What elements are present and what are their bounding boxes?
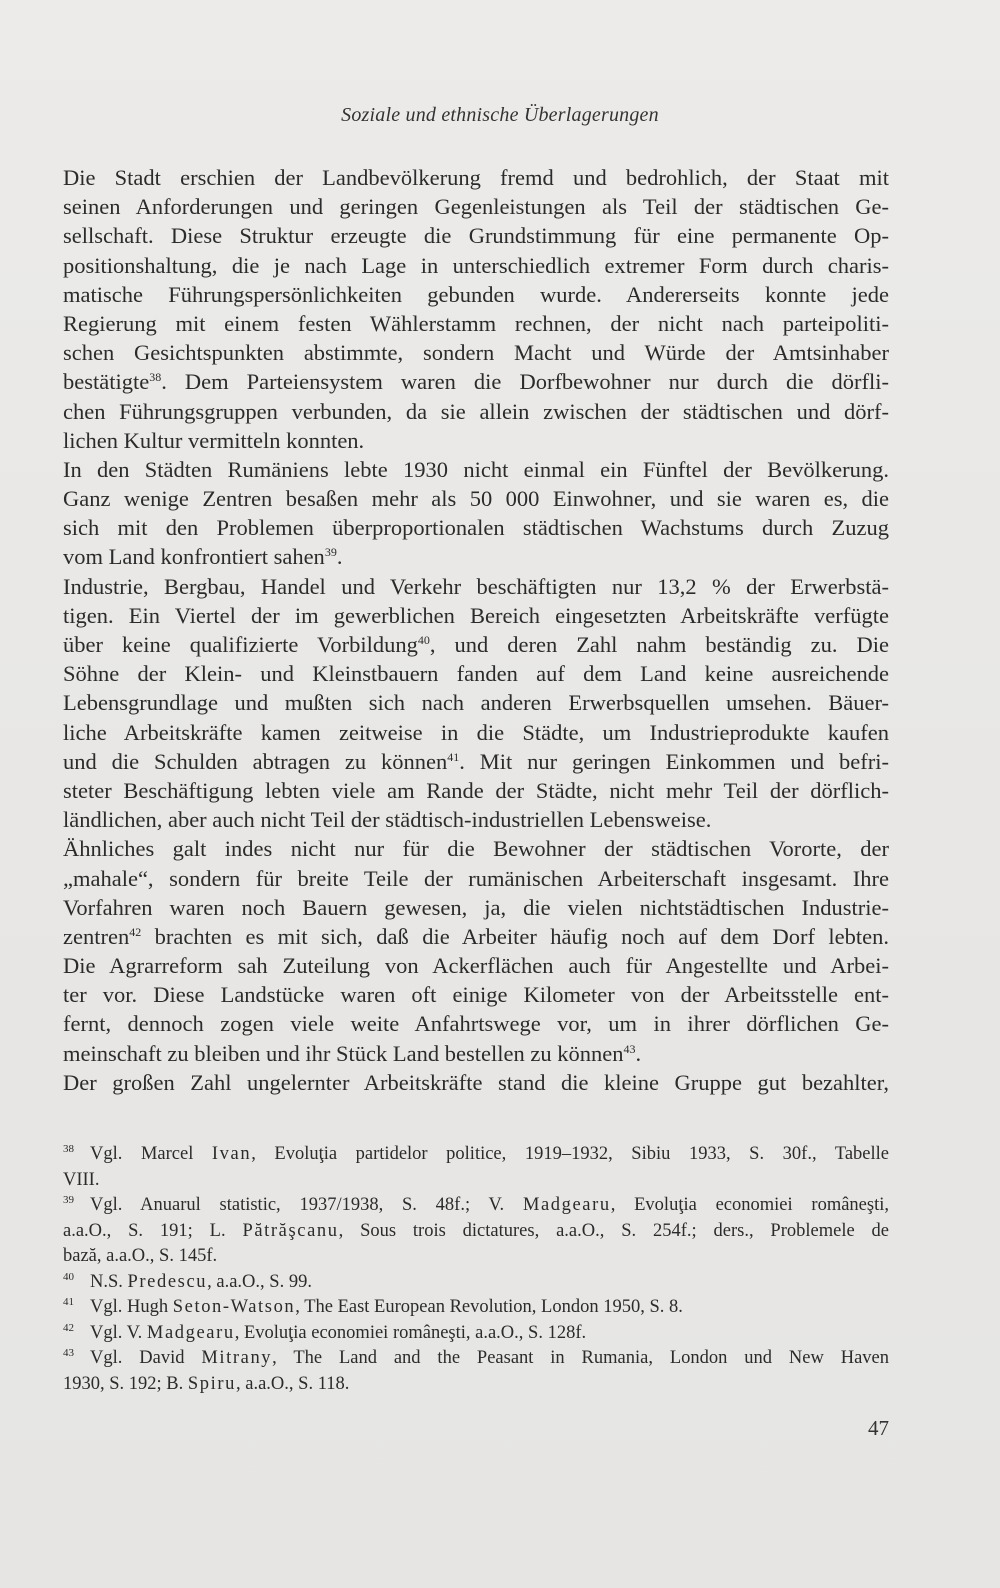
footnote-line	[63, 1270, 889, 1296]
line-text: Vorfahren waren noch Bauern gewesen, ja, die vielen nichtstädtischen Industrie-	[63, 894, 889, 920]
line-text: In den Städten Rumäniens lebte 1930 nicht einmal ein Fünftel der Bevölkerung.	[63, 456, 889, 482]
text-line	[63, 951, 889, 980]
text-line	[63, 1039, 889, 1068]
line-text: meinschaft zu bleiben und ihr Stück Land bestellen zu können	[63, 1040, 624, 1066]
text-line	[63, 864, 889, 893]
line-text: Die Agrarreform sah Zuteilung von Ackerflächen auch für Angestellte und Arbei-	[63, 953, 889, 979]
text-line	[63, 718, 889, 747]
text-line	[63, 280, 889, 309]
footnote-text: Vgl. Hugh	[90, 1297, 173, 1317]
text-line	[63, 338, 889, 367]
footnote-text: Vgl. David	[90, 1348, 202, 1368]
footnotes	[63, 1142, 889, 1397]
line-text: Lebensgrundlage und mußten sich nach anderen Erwerbsquellen umsehen. Bäuer-	[63, 690, 889, 716]
footnote-text: , a.a.O., S. 118.	[236, 1373, 350, 1394]
line-text: chen Führungsgruppen verbunden, da sie allein zwischen der städtischen und dörf-	[63, 398, 889, 424]
footnote-text: , The Land and the Peasant in Rumania, London und New Haven	[272, 1348, 889, 1368]
line-text: Industrie, Bergbau, Handel und Verkehr beschäftigten nur 13,2 % der Erwerbstä-	[63, 573, 889, 599]
footnote-number: 42	[63, 1321, 74, 1334]
line-text: ländlichen, aber auch nicht Teil der städtisch-industriellen Lebensweise.	[63, 807, 712, 833]
footnote-text: Vgl. Marcel	[90, 1144, 212, 1164]
footnote-text: , a.a.O., S. 99.	[207, 1271, 312, 1292]
text-line	[63, 776, 889, 805]
line-text: zentren	[63, 923, 130, 949]
footnote-text: Vgl. V.	[90, 1322, 147, 1343]
line-text-continued: , und deren Zahl nahm beständig zu. Die	[429, 632, 889, 657]
text-line	[63, 1068, 889, 1097]
text-line	[63, 163, 889, 192]
footnote-text: , The East European Revolution, London 1950, S. 8.	[295, 1297, 683, 1317]
text-line	[63, 980, 889, 1009]
line-text: lichen Kultur vermitteln konnten.	[63, 427, 365, 453]
text-line	[63, 834, 889, 863]
text-line	[63, 688, 889, 717]
line-text: Ganz wenige Zentren besaßen mehr als 50 000 Einwohner, und sie waren es, die	[63, 486, 889, 512]
footnote-line	[63, 1244, 889, 1270]
text-line	[63, 455, 889, 484]
footnote-line	[63, 1295, 889, 1321]
footnote-line	[63, 1168, 889, 1194]
footnote-line	[63, 1142, 889, 1168]
footnote-marker[interactable]: 39	[324, 545, 337, 560]
line-text: Die Stadt erschien der Landbevölkerung fremd und bedrohlich, der Staat mit	[63, 165, 889, 190]
running-head: Soziale und ethnische Überlagerungen	[341, 104, 659, 126]
footnote-number: 43	[63, 1347, 74, 1359]
footnote-text: , Evoluţia economiei româneşti, a.a.O., S. 128f.	[234, 1322, 587, 1343]
text-line	[63, 893, 889, 922]
text-line	[63, 805, 889, 834]
footnote-text: 1930, S. 192; B.	[63, 1373, 188, 1394]
text-line	[63, 659, 889, 688]
footnote-text: bază, a.a.O., S. 145f.	[63, 1246, 218, 1266]
footnote-marker[interactable]: 38	[149, 370, 162, 385]
line-text: positionshaltung, die je nach Lage in unterschiedlich extremer Form durch charis-	[63, 252, 889, 278]
line-text-continued: . Mit nur geringen Einkommen und befri-	[459, 748, 890, 774]
footnote-text: , Evoluţia economiei româneşti,	[610, 1195, 890, 1215]
footnote-number: 41	[63, 1296, 74, 1308]
text-line	[63, 221, 889, 250]
footnote-text: , Sous trois dictatures, a.a.O., S. 254f.; ders., Problemele de	[338, 1220, 890, 1241]
footnote-text: N.S.	[90, 1271, 128, 1292]
text-line	[63, 426, 889, 455]
text-line	[63, 572, 889, 601]
footnote-marker[interactable]: 43	[623, 1041, 636, 1056]
author-name: Predescu	[127, 1271, 208, 1292]
text-line	[63, 747, 889, 776]
text-line	[63, 513, 889, 542]
line-text-continued: .	[635, 1040, 642, 1066]
author-name: Spiru	[187, 1373, 236, 1394]
line-text: und die Schulden abtragen zu können	[63, 748, 448, 774]
footnote-marker[interactable]: 40	[417, 633, 430, 647]
page-number: 47	[868, 1416, 889, 1440]
text-line	[63, 922, 889, 951]
body-text	[63, 163, 889, 1097]
footnote-text: VIII.	[63, 1169, 100, 1190]
line-text: sellschaft. Diese Struktur erzeugte die Grundstimmung für eine permanente Op-	[63, 223, 889, 249]
line-text: fernt, dennoch zogen viele weite Anfahrtswege vor, um in ihrer dörflichen Ge-	[63, 1011, 889, 1037]
line-text: „mahale“, sondern für breite Teile der rumänischen Arbeiterschaft insgesamt. Ihre	[63, 865, 889, 891]
author-name: Pătrăşcanu	[242, 1220, 339, 1241]
line-text: Söhne der Klein- und Kleinstbauern fanden auf dem Land keine ausreichende	[63, 661, 889, 687]
line-text: Der großen Zahl ungelernter Arbeitskräfte stand die kleine Gruppe gut bezahlter,	[63, 1069, 889, 1095]
text-line	[63, 251, 889, 280]
line-text: ter vor. Diese Landstücke waren oft einige Kilometer von der Arbeitsstelle ent-	[63, 982, 889, 1008]
line-text: schen Gesichtspunkten abstimmte, sondern Macht und Würde der Amtsinhaber	[63, 340, 889, 366]
line-text-continued: .	[336, 544, 343, 570]
footnote-number: 40	[63, 1270, 74, 1283]
footnote-text: a.a.O., S. 191; L.	[63, 1220, 243, 1241]
line-text: seinen Anforderungen und geringen Gegenleistungen als Teil der städtischen Ge-	[63, 194, 889, 220]
footnote-line	[63, 1372, 889, 1398]
text-line	[63, 542, 889, 571]
line-text: liche Arbeitskräfte kamen zeitweise in die Städte, um Industrieprodukte kaufen	[63, 719, 889, 745]
text-line	[63, 601, 889, 630]
text-line	[63, 397, 889, 426]
footnote-marker[interactable]: 41	[447, 749, 460, 764]
line-text: Ähnliches galt indes nicht nur für die Bewohner der städtischen Vororte, der	[63, 836, 889, 862]
footnote-number: 38	[63, 1143, 74, 1155]
line-text: vom Land konfrontiert sahen	[63, 544, 325, 570]
author-name: Seton-Watson	[172, 1297, 296, 1317]
line-text-continued: brachten es mit sich, daß die Arbeiter häufig noch auf dem Dorf lebten.	[141, 923, 889, 949]
line-text: steter Beschäftigung lebten viele am Rande der Städte, nicht mehr Teil der dörflich-	[63, 777, 889, 803]
text-line	[63, 1009, 889, 1038]
line-text: tigen. Ein Viertel der im gewerblichen Bereich eingesetzten Arbeitskräfte verfügte	[63, 602, 889, 628]
line-text: bestätigte	[63, 369, 150, 395]
line-text: matische Führungspersönlichkeiten gebunden wurde. Andererseits konnte jede	[63, 281, 889, 307]
author-name: Madgearu	[522, 1195, 611, 1215]
text-line	[63, 367, 889, 396]
author-name: Mitrany	[201, 1348, 273, 1368]
footnote-line	[63, 1346, 889, 1372]
text-line	[63, 484, 889, 513]
author-name: Ivan	[211, 1144, 252, 1164]
footnote-text: , Evoluţia partidelor politice, 1919–1932, Sibiu 1933, S. 30f., Tabelle	[251, 1144, 889, 1164]
footnote-line	[63, 1193, 889, 1219]
footnote-text: Vgl. Anuarul statistic, 1937/1938, S. 48f.; V.	[90, 1195, 523, 1215]
footnote-marker[interactable]: 42	[129, 924, 142, 939]
text-line	[63, 309, 889, 338]
line-text-continued: . Dem Parteiensystem waren die Dorfbewohner nur durch die dörfli-	[161, 369, 889, 395]
line-text: über keine qualifizierte Vorbildung	[63, 632, 418, 657]
text-line	[63, 192, 889, 221]
author-name: Madgearu	[146, 1322, 235, 1343]
text-line	[63, 630, 889, 659]
line-text: sich mit den Problemen überproportionalen städtischen Wachstums durch Zuzug	[63, 515, 889, 541]
footnote-line	[63, 1321, 889, 1347]
line-text: Regierung mit einem festen Wählerstamm rechnen, der nicht nach parteipoliti-	[63, 310, 889, 336]
footnote-line	[63, 1219, 889, 1245]
footnote-number: 39	[63, 1194, 74, 1206]
